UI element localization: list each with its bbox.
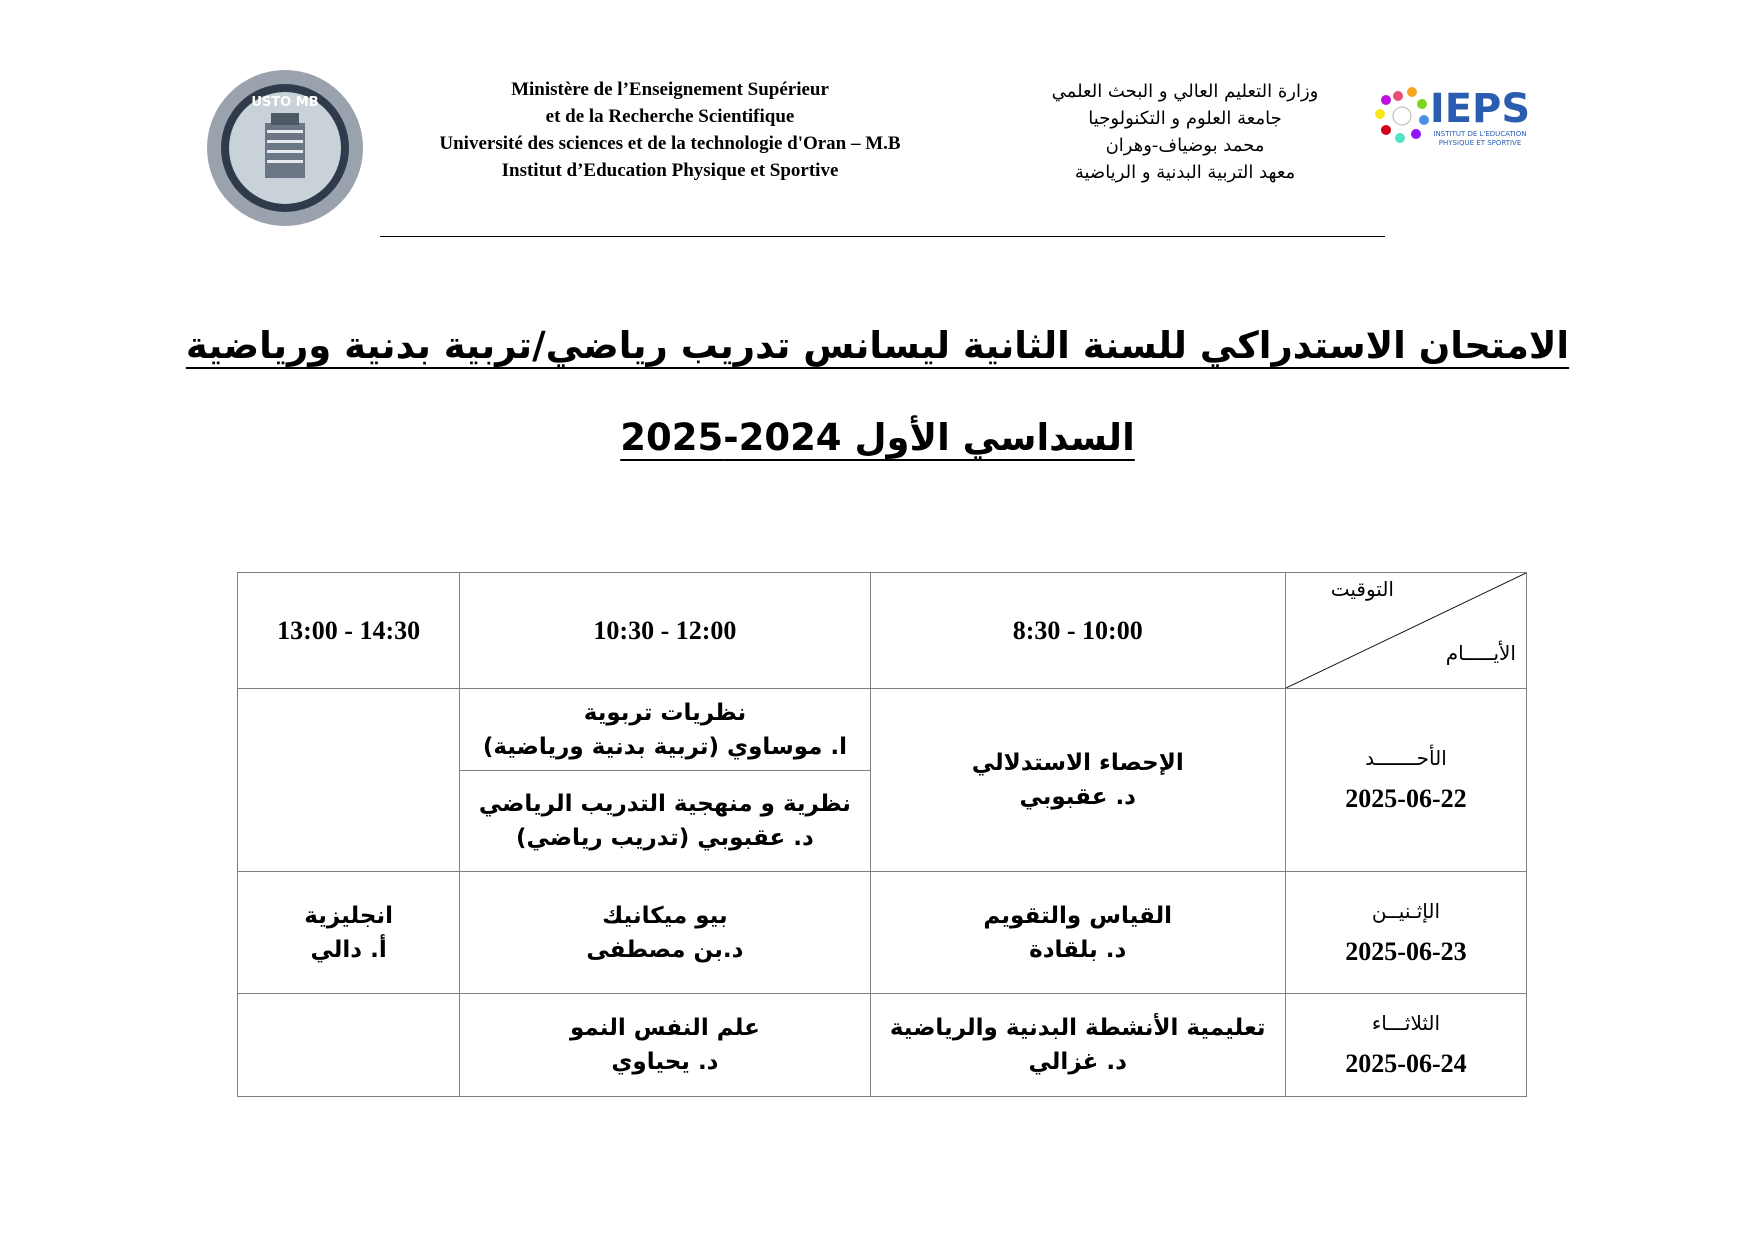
exam-cell <box>870 872 1285 994</box>
table-row <box>238 994 1527 1097</box>
exam-subject: نظريات تربوية <box>583 699 747 726</box>
slot-header-3: 13:00 - 14:30 <box>238 573 460 689</box>
table-row <box>238 689 1527 872</box>
table-header-row <box>238 573 1527 689</box>
corner-cell <box>1285 573 1526 689</box>
exam-subcell-bottom <box>460 771 869 871</box>
empty-exam-cell <box>238 689 460 872</box>
ieps-logo <box>1368 78 1543 163</box>
exam-teacher: ا. موساوي (تربية بدنية ورياضية) <box>482 733 847 760</box>
exam-subject: نظرية و منهجية التدريب الرياضي <box>478 790 851 817</box>
day-name: الثلاثـــاء <box>1371 1011 1441 1035</box>
exam-cell <box>238 872 460 994</box>
day-name: الأحـــــــد <box>1365 746 1447 770</box>
exam-subject: بيو ميكانيك <box>602 902 728 929</box>
day-date: 2025-06-22 <box>1345 784 1467 813</box>
day-date: 2025-06-24 <box>1345 1049 1467 1078</box>
exam-cell-split <box>460 689 870 872</box>
exam-subject: القياس والتقويم <box>983 902 1173 929</box>
exam-subject: انجليزية <box>304 902 394 929</box>
exam-teacher: د. عقبوبي <box>1019 784 1136 810</box>
title-line1: الامتحان الاستدراكي للسنة الثانية ليسانس تدريب رياضي/تربية بدنية ورياضية <box>185 324 1570 367</box>
document-title <box>180 300 1575 484</box>
exam-cell <box>870 689 1285 872</box>
exam-cell <box>870 994 1285 1097</box>
exam-subject: الإحصاء الاستدلالي <box>971 750 1184 776</box>
ar-ministry-line: وزارة التعليم العالي و البحث العلمي <box>1051 81 1319 102</box>
corner-days-label: الأيـــــام <box>1445 641 1516 665</box>
ar-city-line: محمد بوضياف-وهران <box>1105 135 1265 156</box>
exam-teacher: د. بلقادة <box>1029 936 1127 963</box>
empty-exam-cell <box>238 994 460 1097</box>
usto-logo <box>205 68 365 228</box>
usto-logo-text: USTO MB <box>251 95 319 110</box>
exam-cell <box>460 872 870 994</box>
arabic-header <box>995 78 1375 186</box>
exam-schedule-table <box>237 572 1527 1097</box>
day-date: 2025-06-23 <box>1345 936 1467 966</box>
day-cell <box>1285 994 1526 1097</box>
fr-ministry-line2: et de la Recherche Scientifique <box>545 106 795 127</box>
ieps-logo-sub2: PHYSIQUE ET SPORTIVE <box>1438 139 1522 147</box>
exam-subject: علم النفس النمو <box>569 1015 760 1041</box>
exam-subject: تعليمية الأنشطة البدنية والرياضية <box>889 1015 1266 1041</box>
slot-header-2: 10:30 - 12:00 <box>460 573 870 689</box>
slot-header-1: 8:30 - 10:00 <box>870 573 1285 689</box>
day-cell <box>1285 872 1526 994</box>
fr-ministry-line1: Ministère de l’Enseignement Supérieur <box>511 79 829 100</box>
header-divider <box>380 236 1385 237</box>
ieps-logo-text: IEPS <box>1429 86 1531 132</box>
title-line2: السداسي الأول 2024-2025 <box>620 416 1135 459</box>
french-header <box>400 76 940 184</box>
exam-cell <box>460 994 870 1097</box>
table-row <box>238 872 1527 994</box>
exam-teacher: أ. دالي <box>310 936 387 963</box>
ar-institute-line: معهد التربية البدنية و الرياضية <box>1074 162 1296 183</box>
ar-university-line: جامعة العلوم و التكنولوجيا <box>1088 108 1282 129</box>
day-name: الإثـنيــن <box>1371 898 1441 923</box>
fr-university-line: Université des sciences et de la technologie d'Oran – M.B <box>439 133 901 154</box>
day-cell <box>1285 689 1526 872</box>
exam-teacher: د.بن مصطفى <box>586 936 744 963</box>
exam-subcell-top <box>460 690 869 771</box>
ieps-logo-sub1: INSTITUT DE L'EDUCATION <box>1433 130 1527 138</box>
corner-time-label: التوقيت <box>1330 577 1394 601</box>
fr-institute-line: Institut d’Education Physique et Sportive <box>501 160 839 181</box>
corner-diagonal <box>1286 573 1526 688</box>
exam-teacher: د. غزالي <box>1028 1049 1127 1075</box>
exam-teacher: د. يحياوي <box>611 1049 719 1075</box>
exam-teacher: د. عقبوبي (تدريب رياضي) <box>516 824 814 851</box>
